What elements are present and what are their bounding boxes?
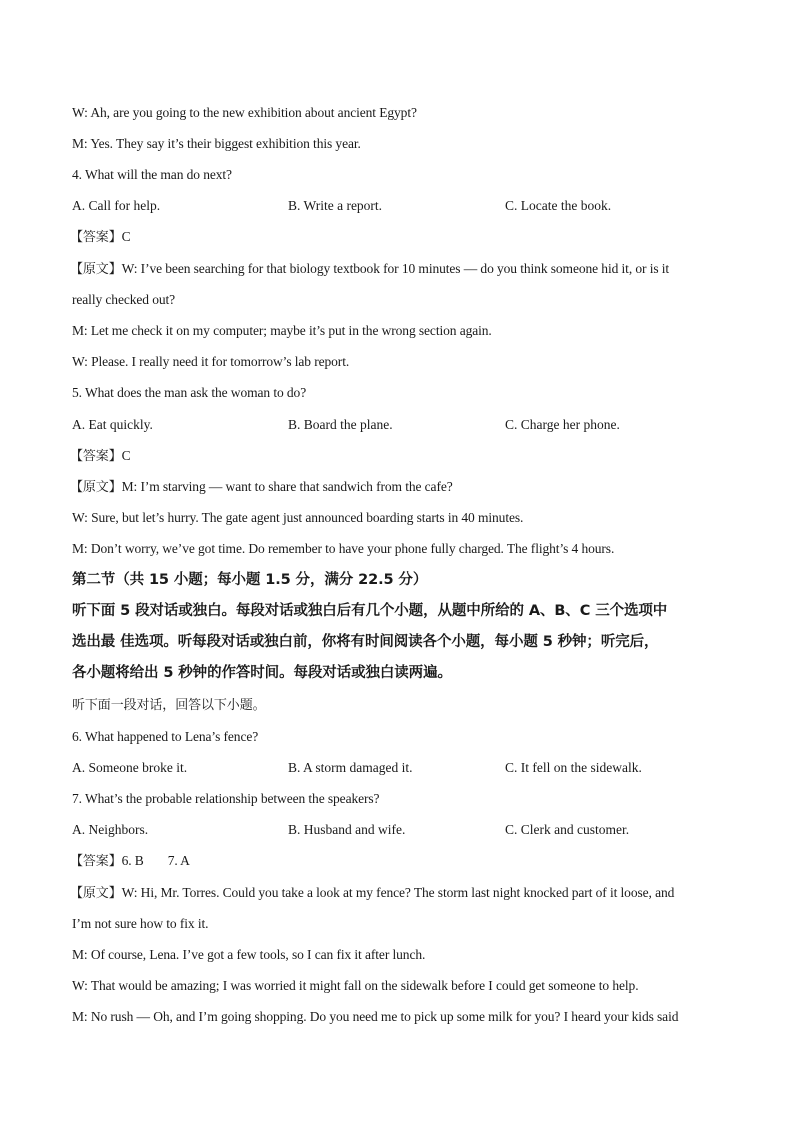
- dialogue-line: M: Yes. They say it’s their biggest exhibition this year.: [72, 136, 361, 151]
- question-6: 6. What happened to Lena’s fence?: [72, 729, 259, 744]
- option-c: C. Charge her phone.: [505, 417, 620, 432]
- option-c: C. Locate the book.: [505, 198, 612, 213]
- option-a: A. Neighbors.: [72, 822, 149, 837]
- option-c: C. It fell on the sidewalk.: [505, 760, 642, 775]
- answer-4: [70, 228, 131, 247]
- answer-6: 6. B: [121, 853, 144, 868]
- transcript-4: [70, 260, 669, 279]
- dialogue-line: M: Don’t worry, we’ve got time. Do remember to have your phone fully charged. The flight’s 4 hours.: [72, 541, 615, 556]
- question-5-options: [72, 416, 732, 434]
- transcript-continuation: I’m not sure how to fix it.: [72, 916, 209, 931]
- listen-prompt: 听下面一段对话，回答以下小题。: [72, 698, 266, 713]
- answer-label: 【答案】: [70, 230, 122, 245]
- dialogue-line: W: Ah, are you going to the new exhibition about ancient Egypt?: [72, 105, 417, 120]
- question-6-options: [72, 759, 732, 777]
- answer-6-7: [70, 852, 190, 871]
- option-c: C. Clerk and customer.: [505, 822, 630, 837]
- option-b: B. Write a report.: [288, 198, 383, 213]
- section-2-instructions: 听下面 5 段对话或独白。每段对话或独白后有几个小题，从题中所给的 A、B、C 三个选项中: [72, 603, 668, 619]
- answer-5: [70, 447, 131, 466]
- answer-label: 【答案】: [70, 854, 122, 869]
- question-7: 7. What’s the probable relationship between the speakers?: [72, 791, 380, 806]
- transcript-label: 【原文】: [70, 480, 122, 495]
- option-b: B. Husband and wife.: [288, 822, 406, 837]
- dialogue-line: M: Of course, Lena. I’ve got a few tools, so I can fix it after lunch.: [72, 947, 426, 962]
- transcript-text: W: Hi, Mr. Torres. Could you take a look at my fence? The storm last night knocked part of it loose, and: [121, 885, 675, 900]
- answer-label: 【答案】: [70, 449, 122, 464]
- transcript-text: M: I’m starving — want to share that sandwich from the cafe?: [121, 479, 453, 494]
- answer-value: C: [121, 448, 131, 463]
- transcript-text: W: I’ve been searching for that biology textbook for 10 minutes — do you think someone hid it, or is it: [121, 261, 670, 276]
- answer-7: 7. A: [167, 853, 190, 868]
- dialogue-line: W: Please. I really need it for tomorrow’s lab report.: [72, 354, 350, 369]
- option-a: A. Eat quickly.: [72, 417, 153, 432]
- transcript-continuation: really checked out?: [72, 292, 176, 307]
- question-4: 4. What will the man do next?: [72, 167, 232, 182]
- dialogue-line: M: No rush — Oh, and I’m going shopping. Do you need me to pick up some milk for you? I heard your kids said: [72, 1009, 679, 1024]
- dialogue-line: M: Let me check it on my computer; maybe it’s put in the wrong section again.: [72, 323, 492, 338]
- dialogue-line: W: Sure, but let’s hurry. The gate agent just announced boarding starts in 40 minutes.: [72, 510, 524, 525]
- option-b: B. Board the plane.: [288, 417, 393, 432]
- section-2-title: 第二节（共 15 小题；每小题 1.5 分，满分 22.5 分）: [72, 572, 428, 588]
- question-4-options: [72, 197, 732, 215]
- option-a: A. Call for help.: [72, 198, 161, 213]
- transcript-label: 【原文】: [70, 262, 122, 277]
- answer-value: C: [121, 229, 131, 244]
- dialogue-line: W: That would be amazing; I was worried it might fall on the sidewalk before I could get someone to help.: [72, 978, 639, 993]
- transcript-label: 【原文】: [70, 886, 122, 901]
- option-b: B. A storm damaged it.: [288, 760, 413, 775]
- transcript-5: [70, 478, 453, 497]
- question-7-options: [72, 821, 732, 839]
- section-2-instructions: 各小题将给出 5 秒钟的作答时间。每段对话或独白读两遍。: [72, 665, 452, 681]
- transcript-6-7: [70, 884, 674, 903]
- question-5: 5. What does the man ask the woman to do?: [72, 385, 307, 400]
- option-a: A. Someone broke it.: [72, 760, 188, 775]
- section-2-instructions: 选出最 佳选项。听每段对话或独白前，你将有时间阅读各个小题，每小题 5 秒钟；听完后，: [72, 634, 659, 650]
